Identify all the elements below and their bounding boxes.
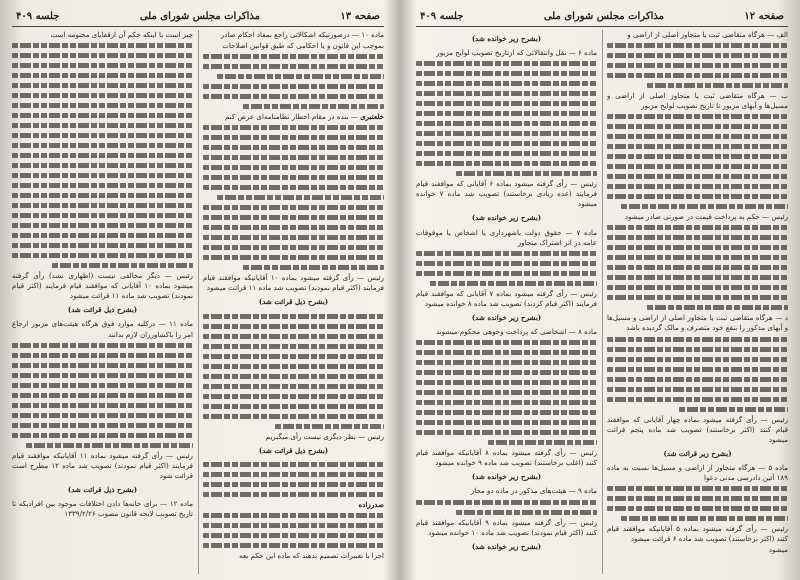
reading-heading: (بشرح زیر خوانده شد) xyxy=(471,213,542,223)
text-line-placeholder xyxy=(12,343,193,348)
text-line-placeholder xyxy=(203,462,384,467)
article-paragraph: ماده ۱۱ — درکلیه موارد فوق هرگاه هیئت‌های مزبور ارجاع امر را باکشاورزان لازم بدانند xyxy=(12,319,193,339)
chair-statement: رئیس — حکم به پرداخت قیمت در صورتی صادر میشود xyxy=(624,212,788,222)
text-line-placeholder xyxy=(203,84,384,89)
text-line-placeholder xyxy=(217,74,384,79)
text-line-placeholder xyxy=(416,61,597,66)
text-line-placeholder xyxy=(243,265,384,270)
text-line-placeholder xyxy=(203,64,384,69)
text-line-placeholder xyxy=(275,424,384,429)
text-line-placeholder xyxy=(203,125,384,130)
text-line-placeholder xyxy=(416,430,597,435)
column-divider xyxy=(602,30,603,574)
text-line-placeholder xyxy=(416,251,597,256)
right-page-left-column xyxy=(416,30,597,576)
text-line-placeholder xyxy=(607,377,788,382)
text-line-placeholder xyxy=(416,271,597,276)
text-line-placeholder xyxy=(203,245,384,250)
text-line-placeholder xyxy=(607,235,788,240)
text-line-placeholder xyxy=(416,121,597,126)
text-line-placeholder xyxy=(243,104,384,109)
text-line-placeholder xyxy=(12,103,193,108)
text-line-placeholder xyxy=(203,472,384,477)
right-page-session: جلسه ۴۰۹ xyxy=(420,10,464,22)
chair-statement: رئیس — رأی گرفته میشود بماده ۷ آقایانی که موافقند قیام فرمایند (اکثر قیام کردند) تصویب شد ماده ۸ خوانده میشود xyxy=(416,288,597,308)
text-line-placeholder xyxy=(416,151,597,156)
chair-statement: رئیس — رأی گرفته میشود بماده ۶ آقایانی که موافقند قیام فرمایند (عده زیادی برخاستند) تصویب شد ماده ۷ خوانده میشود xyxy=(416,179,597,209)
text-line-placeholder xyxy=(607,387,788,392)
text-line-placeholder xyxy=(647,305,788,310)
text-line-placeholder xyxy=(12,93,193,98)
article-paragraph: ب — هرگاه متقاضی ثبت یا متجاوز اصلی از اراضی و مسیل‌ها و آبهای مزبور تا تاریخ تصویب لوایح مزبور xyxy=(607,91,788,111)
article-paragraph: ماده ۶ — نقل وانتقالاتی که ازتاریخ تصویب لوایح مزبور xyxy=(436,48,597,58)
article-paragraph: ماده ۹ — هیئت‌های مذکور در ماده دو مجاز xyxy=(470,486,597,496)
text-line-placeholder xyxy=(203,384,384,389)
text-line-placeholder xyxy=(430,281,597,286)
text-line-placeholder xyxy=(203,344,384,349)
text-line-placeholder xyxy=(607,337,788,342)
text-line-placeholder xyxy=(203,135,384,140)
text-line-placeholder xyxy=(607,53,788,58)
text-line-placeholder xyxy=(607,285,788,290)
text-line-placeholder xyxy=(203,94,384,99)
chair-statement: رئیس — دیگر مخالفی نیست (اظهاری نشد) رأی گرفته میشود بماده ۱۰ آقایانی که موافقند قیام فرمایند (اکثر قیام نمودند) تصویب شد ماده ۱۱ قرائت میشود xyxy=(12,271,193,301)
article-paragraph: ماده ۸ — اشخاصی که پرداخت وجوهی محکوم میشوند xyxy=(435,327,597,337)
speaker-paragraph: خلعتبری — بنده در مقام اخطار نظامنامه‌ای عرض کنم xyxy=(224,112,384,122)
text-line-placeholder xyxy=(12,413,193,418)
text-line-placeholder xyxy=(456,171,597,176)
text-line-placeholder xyxy=(12,233,193,238)
text-line-placeholder xyxy=(416,420,597,425)
text-line-placeholder xyxy=(607,73,788,78)
text-line-placeholder xyxy=(203,54,384,59)
chair-statement: رئیس — رأی گرفته میشود بماده چهار آقایانی که موافقند قیام کنند (اکثر برخاستند) تصویب شد ماده پنجم قرائت میشود xyxy=(607,414,788,444)
chair-statement: رئیس — رأی گرفته میشود بماده ۹ آقایانیکه موافقند قیام کنند (اکثر قیام نمودند) تصویب شد ماده ۱۰ خوانده میشود xyxy=(416,517,597,537)
chair-statement: رئیس — نظر دیگری نیست رأی میگیریم xyxy=(265,431,384,441)
text-line-placeholder xyxy=(203,334,384,339)
left-page-left-column xyxy=(12,30,193,576)
text-line-placeholder xyxy=(416,400,597,405)
text-line-placeholder xyxy=(607,174,788,179)
article-paragraph: د — هرگاه متقاضی ثبت یا متجاوز اصلی از اراضی و مسیل‌ها و آبهای مذکور را بنفع خود متصرف و مالک گردیده باشد xyxy=(607,313,788,333)
right-page-header xyxy=(416,8,788,27)
text-line-placeholder xyxy=(607,506,788,511)
text-line-placeholder xyxy=(203,205,384,210)
right-page-right-column xyxy=(607,30,788,576)
text-line-placeholder xyxy=(416,81,597,86)
column-divider xyxy=(198,30,199,574)
text-line-placeholder xyxy=(203,215,384,220)
text-line-placeholder xyxy=(12,183,193,188)
text-line-placeholder xyxy=(607,124,788,129)
text-line: چیز است یا اینکه حکم آن ارقفایای مختومه است xyxy=(50,30,193,39)
text-line-placeholder xyxy=(12,43,193,48)
text-line-placeholder xyxy=(12,393,193,398)
right-page xyxy=(406,0,798,580)
left-page-header xyxy=(12,8,384,27)
text-line-placeholder xyxy=(607,164,788,169)
text-line-placeholder xyxy=(416,161,597,166)
text-line-placeholder xyxy=(607,347,788,352)
text-line-placeholder xyxy=(607,184,788,189)
right-page-number: صفحه ۱۲ xyxy=(744,10,784,22)
text-line-placeholder xyxy=(203,185,384,190)
text-line-placeholder xyxy=(416,410,597,415)
text-line-placeholder xyxy=(416,380,597,385)
text-line-placeholder xyxy=(12,203,193,208)
text-line-placeholder xyxy=(203,533,384,538)
text-line: بموجب این قانون و یا احکامی که طبق قوانین اصلاحات xyxy=(222,41,384,51)
text-line-placeholder xyxy=(607,43,788,48)
reading-heading: (بشرح زیر خوانده شد) xyxy=(471,312,542,322)
text-line-placeholder xyxy=(607,144,788,149)
text-line-placeholder xyxy=(203,145,384,150)
reading-heading: (بشرح زیر قرائت شد) xyxy=(663,448,732,458)
chair-statement: رئیس — رأی گرفته میشود بماده ۱۰ آقایانیکه موافقند قیام فرمایند (اکثر قیام نمودند) تصویب شد ماده ۱۱ قرائت میشود xyxy=(203,273,384,293)
text-line-placeholder xyxy=(416,141,597,146)
speaker-label: صدرزاده xyxy=(358,499,384,509)
text-line-placeholder xyxy=(12,113,193,118)
reading-heading: (بشرح زیر خوانده شد) xyxy=(471,541,542,551)
text-line: اجرا با تعبیرات تصمیم بدهند که ماده این حکم بعه xyxy=(239,550,384,560)
text-line-placeholder xyxy=(12,423,193,428)
text-line-placeholder xyxy=(456,510,597,515)
text-line-placeholder xyxy=(12,53,193,58)
text-line-placeholder xyxy=(607,194,788,199)
text-line-placeholder xyxy=(12,223,193,228)
text-line: بنده در مقام اخطار نظامنامه‌ای عرض کنم xyxy=(224,112,349,122)
text-line-placeholder xyxy=(607,496,788,501)
text-line-placeholder xyxy=(12,403,193,408)
text-line-placeholder xyxy=(12,63,193,68)
text-line-placeholder xyxy=(12,433,193,438)
text-line-placeholder xyxy=(217,195,384,200)
text-line-placeholder xyxy=(607,357,788,362)
text-line-placeholder xyxy=(203,155,384,160)
text-line-placeholder xyxy=(203,255,384,260)
left-page xyxy=(2,0,394,580)
text-line-placeholder xyxy=(26,443,193,448)
text-line-placeholder xyxy=(607,154,788,159)
reading-heading: (بشرح زیر خوانده شد) xyxy=(471,472,542,482)
text-line-placeholder xyxy=(416,350,597,355)
text-line-placeholder xyxy=(203,374,384,379)
text-line-placeholder xyxy=(12,123,193,128)
text-line-placeholder xyxy=(607,63,788,68)
text-line-placeholder xyxy=(416,261,597,266)
chair-statement: رئیس — رأی گرفته میشود بماده ۸ آقایانیکه موافقند قیام کنند (اغلب برخاستند) تصویب شد ماده ۹ خوانده میشود xyxy=(416,448,597,468)
text-line-placeholder xyxy=(12,163,193,168)
text-line-placeholder xyxy=(12,153,193,158)
text-line-placeholder xyxy=(416,111,597,116)
text-line-placeholder xyxy=(12,363,193,368)
text-line-placeholder xyxy=(12,373,193,378)
text-line-placeholder xyxy=(607,275,788,280)
text-line-placeholder xyxy=(203,225,384,230)
text-line-placeholder xyxy=(416,370,597,375)
text-line-placeholder xyxy=(203,394,384,399)
reading-heading: (بشرح ذیل قرائت شد) xyxy=(67,484,138,494)
text-line-placeholder xyxy=(12,173,193,178)
text-line-placeholder xyxy=(12,353,193,358)
text-line-placeholder xyxy=(203,175,384,180)
text-line-placeholder xyxy=(416,500,597,505)
text-line-placeholder xyxy=(416,91,597,96)
text-line-placeholder xyxy=(621,204,788,209)
text-line-placeholder xyxy=(607,367,788,372)
text-line-placeholder xyxy=(203,314,384,319)
left-page-right-column xyxy=(203,30,384,576)
article-paragraph: ماده ۷ — حقوق دولت یاشهرداری یا اشخاص یا موقوفات عامه در اثر اشتراک متجاوز xyxy=(416,227,597,247)
left-page-session: جلسه ۴۰۹ xyxy=(16,10,60,22)
article-paragraph: ماده ۱۲ — برای خانه‌ها دادن اختلافات موجود بین افرادیکه تا تاریخ تصویب لایحه قانون مصوب ۱۳۳۹/۲/۲۶ xyxy=(12,499,193,519)
text-line-placeholder xyxy=(607,114,788,119)
text-line-placeholder xyxy=(12,383,193,388)
text-line: الف — هرگاه متقاضی ثبت یا متجاوز اصلی از اراضی و xyxy=(627,30,788,39)
text-line-placeholder xyxy=(416,131,597,136)
left-page-number: صفحه ۱۳ xyxy=(340,10,380,22)
reading-heading: (بشرح ذیل قرائت شد) xyxy=(258,297,329,307)
text-line-placeholder xyxy=(203,523,384,528)
reading-heading: (بشرح ذیل قرائت شد) xyxy=(258,445,329,455)
text-line-placeholder xyxy=(203,354,384,359)
text-line-placeholder xyxy=(52,263,193,268)
text-line-placeholder xyxy=(12,143,193,148)
text-line-placeholder xyxy=(416,360,597,365)
text-line-placeholder xyxy=(203,235,384,240)
text-line-placeholder xyxy=(679,407,788,412)
text-line-placeholder xyxy=(203,404,384,409)
right-page-title: مذاکرات مجلس شورای ملی xyxy=(543,10,664,22)
text-line-placeholder xyxy=(488,440,597,445)
text-line-placeholder xyxy=(607,255,788,260)
speaker-label: خلعتبری xyxy=(360,112,384,122)
text-line-placeholder xyxy=(416,71,597,76)
text-line-placeholder xyxy=(607,134,788,139)
speaker-paragraph xyxy=(203,500,384,510)
text-line: میشود xyxy=(768,545,788,555)
text-line: ماده ۱۰ — درصورتیکه اشکالاتی راجع بمفاد احکام صادر xyxy=(220,30,384,39)
text-line-placeholder xyxy=(203,165,384,170)
text-line-placeholder xyxy=(203,414,384,419)
text-line-placeholder xyxy=(607,265,788,270)
chair-statement: رئیس — رأی گرفته میشود بماده ۵ آقایانیکه موافقند قیام کنند (اکثر برخاستند) تصویب شد ماده ۶ قرائت میشود xyxy=(607,524,788,544)
text-line-placeholder xyxy=(203,492,384,497)
text-line-placeholder xyxy=(12,243,193,248)
text-line-placeholder xyxy=(607,397,788,402)
text-line-placeholder xyxy=(12,83,193,88)
text-line-placeholder xyxy=(203,543,384,548)
text-line-placeholder xyxy=(12,253,193,258)
text-line-placeholder xyxy=(12,73,193,78)
text-line-placeholder xyxy=(12,213,193,218)
left-page-title: مذاکرات مجلس شورای ملی xyxy=(139,10,260,22)
chair-statement: رئیس — رأی گرفته میشود بماده ۱۱ آقایانیکه موافقند قیام فرمایند (اکثر قیام نمودند) تصویب شد ماده ۱۲ مطرح است قرائت شود xyxy=(12,450,193,480)
text-line-placeholder xyxy=(607,486,788,491)
text-line-placeholder xyxy=(621,516,788,521)
text-line-placeholder xyxy=(203,364,384,369)
text-line-placeholder xyxy=(203,513,384,518)
text-line-placeholder xyxy=(203,324,384,329)
text-line-placeholder xyxy=(416,340,597,345)
text-line-placeholder xyxy=(607,295,788,300)
article-paragraph: ماده ۵ — هرگاه متجاوز از اراضی و مسیل‌ها نسبت به ماده ۱۸۹ آئین دادرسی مدنی دعوا xyxy=(607,462,788,483)
text-line-placeholder xyxy=(607,225,788,230)
text-line-placeholder xyxy=(12,133,193,138)
reading-heading: (بشرح ذیل قرائت شد) xyxy=(67,305,138,315)
text-line-placeholder xyxy=(416,101,597,106)
text-line-placeholder xyxy=(607,245,788,250)
reading-heading: (بشرح زیر خوانده شد) xyxy=(471,34,542,43)
text-line-placeholder xyxy=(647,83,788,88)
text-line-placeholder xyxy=(12,193,193,198)
text-line-placeholder xyxy=(203,482,384,487)
text-line-placeholder xyxy=(416,390,597,395)
